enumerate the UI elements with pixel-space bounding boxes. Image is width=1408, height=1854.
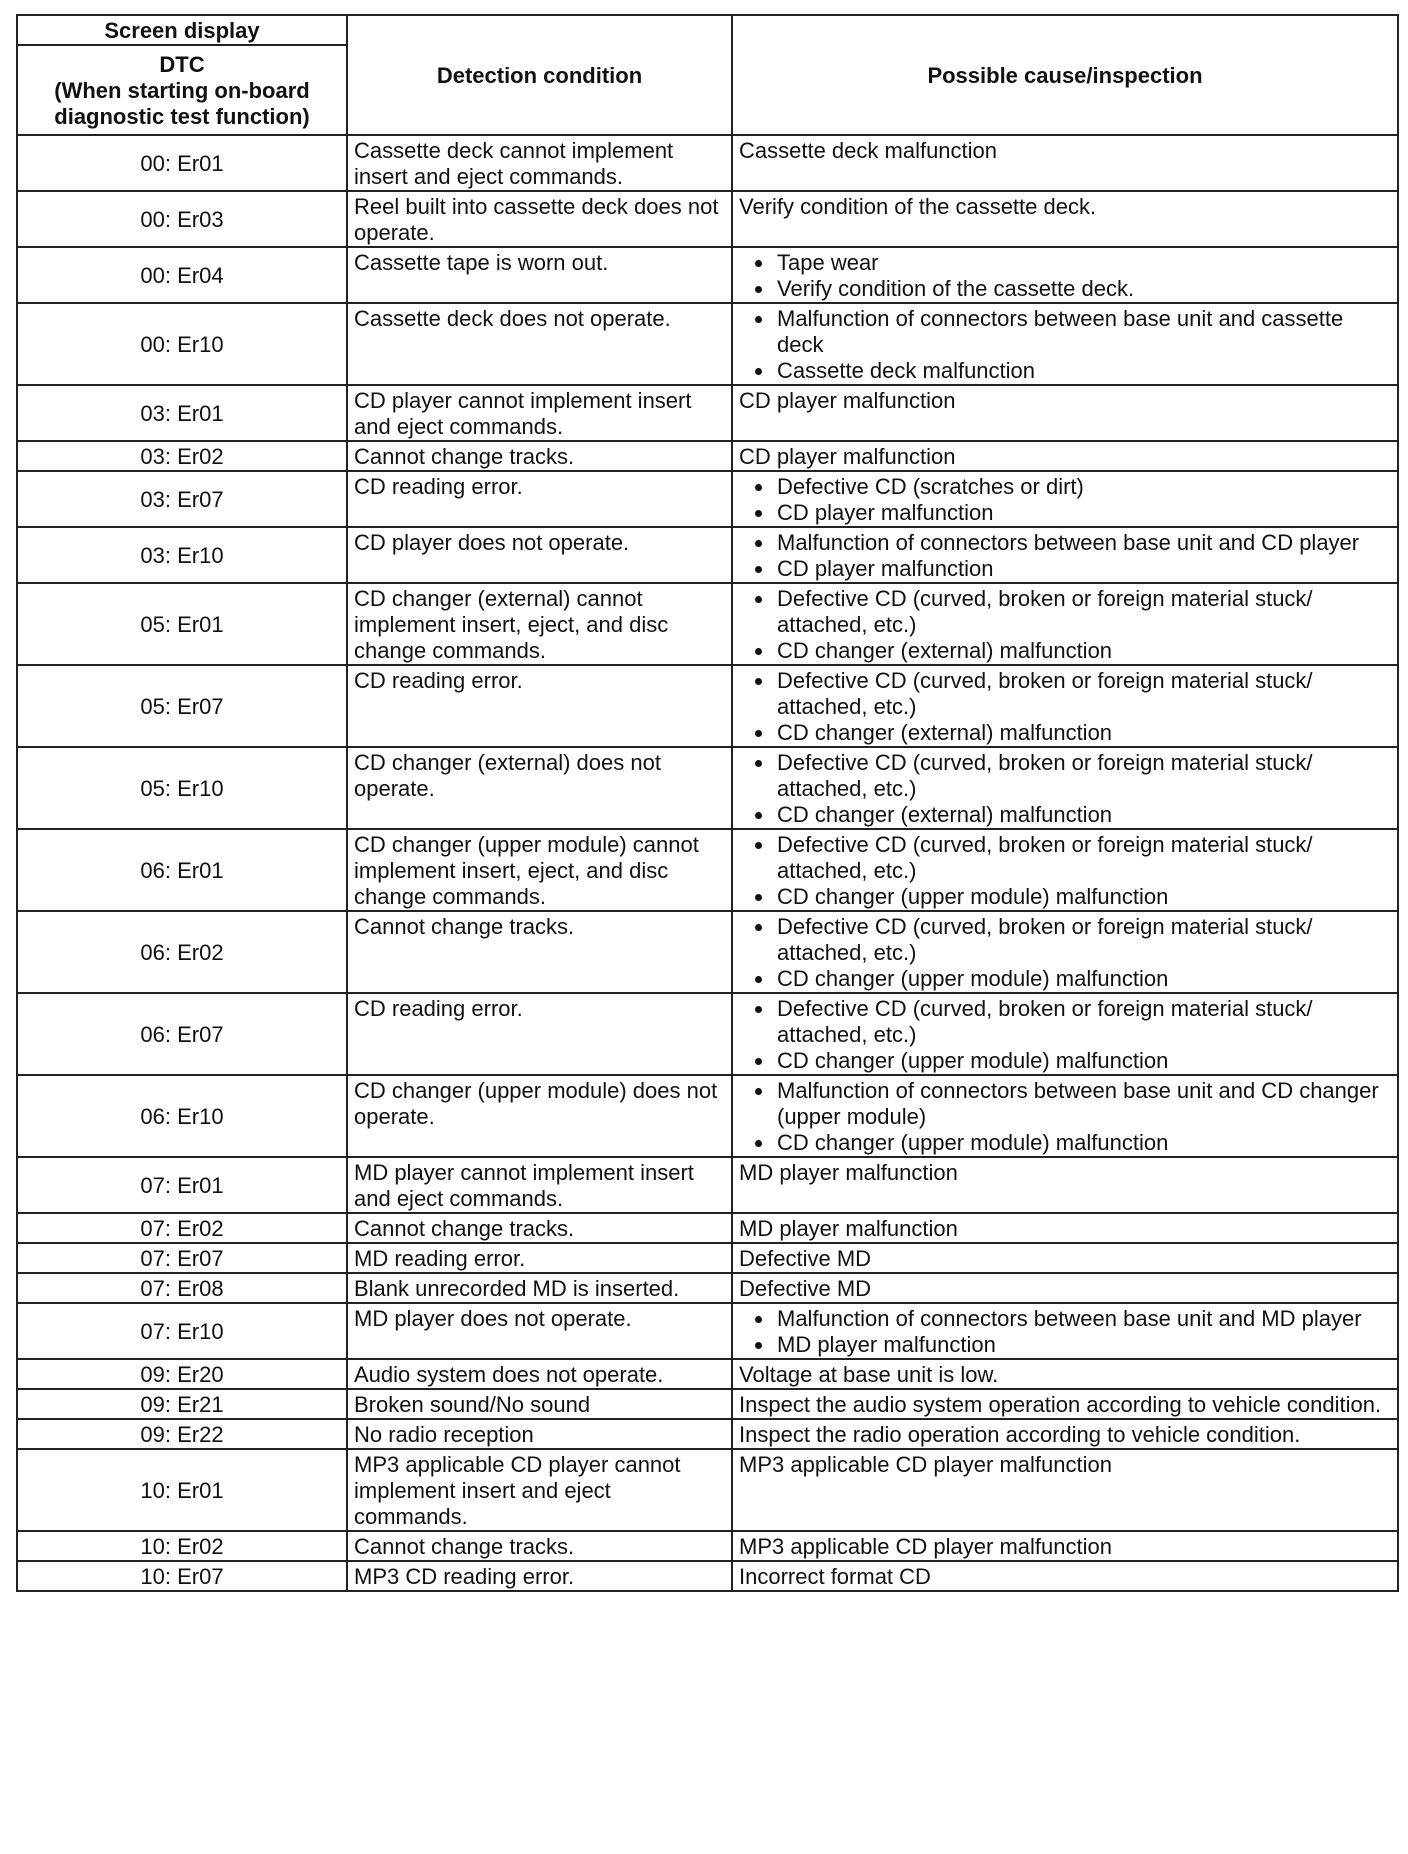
detection-condition-cell: MD player cannot implement insert and eject commands. bbox=[347, 1157, 732, 1213]
cause-bullet-item: • Defective CD (curved, broken or foreign material stuck/ attached, etc.) bbox=[775, 914, 1391, 966]
detection-condition-cell: MP3 applicable CD player cannot implement insert and eject commands. bbox=[347, 1449, 732, 1531]
detection-condition-cell: Cannot change tracks. bbox=[347, 911, 732, 993]
cause-bullet-list bbox=[739, 250, 1391, 302]
possible-cause-cell bbox=[732, 1273, 1398, 1303]
possible-cause-cell bbox=[732, 1449, 1398, 1531]
cause-bullet-item: • Defective CD (curved, broken or foreign material stuck/ attached, etc.) bbox=[775, 832, 1391, 884]
dtc-cell: 00: Er01 bbox=[17, 135, 347, 191]
possible-cause-cell bbox=[732, 527, 1398, 583]
table-row bbox=[17, 441, 1398, 471]
cause-text: MD player malfunction bbox=[739, 1160, 958, 1185]
cause-text: Inspect the radio operation according to vehicle condition. bbox=[739, 1422, 1301, 1447]
table-header bbox=[17, 15, 1398, 135]
table-row bbox=[17, 191, 1398, 247]
cause-bullet-item: • CD changer (upper module) malfunction bbox=[775, 1048, 1391, 1074]
cause-bullet-item: • Defective CD (curved, broken or foreign material stuck/ attached, etc.) bbox=[775, 996, 1391, 1048]
possible-cause-cell bbox=[732, 1561, 1398, 1591]
cause-text: Defective MD bbox=[739, 1246, 872, 1271]
possible-cause-cell bbox=[732, 471, 1398, 527]
detection-condition-cell: Broken sound/No sound bbox=[347, 1389, 732, 1419]
dtc-cell: 07: Er10 bbox=[17, 1303, 347, 1359]
cause-bullet-item: • Verify condition of the cassette deck. bbox=[775, 276, 1391, 302]
cause-text: Inspect the audio system operation according to vehicle condition. bbox=[739, 1392, 1382, 1417]
dtc-cell: 09: Er21 bbox=[17, 1389, 347, 1419]
possible-cause-cell bbox=[732, 385, 1398, 441]
cause-text: MP3 applicable CD player malfunction bbox=[739, 1452, 1112, 1477]
possible-cause-cell bbox=[732, 1303, 1398, 1359]
possible-cause-cell bbox=[732, 911, 1398, 993]
possible-cause-cell bbox=[732, 1531, 1398, 1561]
dtc-cell: 09: Er20 bbox=[17, 1359, 347, 1389]
cause-bullet-list bbox=[739, 530, 1391, 582]
dtc-cell: 05: Er10 bbox=[17, 747, 347, 829]
table-row bbox=[17, 1303, 1398, 1359]
table-row bbox=[17, 911, 1398, 993]
cause-bullet-item: • CD changer (external) malfunction bbox=[775, 638, 1391, 664]
cause-bullet-list bbox=[739, 996, 1391, 1074]
possible-cause-cell bbox=[732, 583, 1398, 665]
table-row bbox=[17, 747, 1398, 829]
detection-condition-cell: MP3 CD reading error. bbox=[347, 1561, 732, 1591]
table-row bbox=[17, 1531, 1398, 1561]
dtc-cell: 09: Er22 bbox=[17, 1419, 347, 1449]
dtc-cell: 03: Er02 bbox=[17, 441, 347, 471]
dtc-cell: 06: Er07 bbox=[17, 993, 347, 1075]
dtc-cell: 10: Er02 bbox=[17, 1531, 347, 1561]
cause-bullet-list bbox=[739, 914, 1391, 992]
cause-bullet-item: • Cassette deck malfunction bbox=[775, 358, 1391, 384]
cause-bullet-list bbox=[739, 586, 1391, 664]
table-row bbox=[17, 1075, 1398, 1157]
detection-condition-cell: No radio reception bbox=[347, 1419, 732, 1449]
cause-bullet-list bbox=[739, 668, 1391, 746]
cause-bullet-item: • CD changer (external) malfunction bbox=[775, 802, 1391, 828]
detection-condition-cell: Cannot change tracks. bbox=[347, 441, 732, 471]
cause-bullet-item: • Malfunction of connectors between base unit and cassette deck bbox=[775, 306, 1391, 358]
detection-condition-cell: CD reading error. bbox=[347, 665, 732, 747]
detection-condition-cell: CD changer (upper module) does not operate. bbox=[347, 1075, 732, 1157]
detection-condition-cell: CD changer (external) does not operate. bbox=[347, 747, 732, 829]
cause-bullet-list bbox=[739, 832, 1391, 910]
detection-condition-cell: Audio system does not operate. bbox=[347, 1359, 732, 1389]
detection-condition-cell: CD reading error. bbox=[347, 471, 732, 527]
cause-bullet-item: • CD changer (upper module) malfunction bbox=[775, 884, 1391, 910]
table-row bbox=[17, 583, 1398, 665]
cause-bullet-item: • CD player malfunction bbox=[775, 556, 1391, 582]
possible-cause-cell bbox=[732, 191, 1398, 247]
cause-text: Cassette deck malfunction bbox=[739, 138, 998, 163]
dtc-cell: 07: Er01 bbox=[17, 1157, 347, 1213]
header-possible-cause: Possible cause/inspection bbox=[732, 15, 1398, 135]
dtc-cell: 00: Er10 bbox=[17, 303, 347, 385]
cause-bullet-item: • Tape wear bbox=[775, 250, 1391, 276]
possible-cause-cell bbox=[732, 1243, 1398, 1273]
possible-cause-cell bbox=[732, 303, 1398, 385]
cause-bullet-item: • Malfunction of connectors between base unit and CD changer (upper module) bbox=[775, 1078, 1391, 1130]
possible-cause-cell bbox=[732, 1359, 1398, 1389]
dtc-cell: 00: Er04 bbox=[17, 247, 347, 303]
detection-condition-cell: CD player cannot implement insert and eject commands. bbox=[347, 385, 732, 441]
cause-bullet-list bbox=[739, 750, 1391, 828]
cause-bullet-item: • CD changer (upper module) malfunction bbox=[775, 1130, 1391, 1156]
table-row bbox=[17, 1419, 1398, 1449]
cause-text: Verify condition of the cassette deck. bbox=[739, 194, 1097, 219]
possible-cause-cell bbox=[732, 135, 1398, 191]
cause-text: MD player malfunction bbox=[739, 1216, 958, 1241]
dtc-cell: 06: Er10 bbox=[17, 1075, 347, 1157]
table-body bbox=[17, 135, 1398, 1591]
cause-bullet-list bbox=[739, 474, 1391, 526]
detection-condition-cell: MD reading error. bbox=[347, 1243, 732, 1273]
detection-condition-cell: CD changer (upper module) cannot implement insert, eject, and disc change commands. bbox=[347, 829, 732, 911]
detection-condition-cell: Cannot change tracks. bbox=[347, 1531, 732, 1561]
table-row bbox=[17, 135, 1398, 191]
header-detection-condition: Detection condition bbox=[347, 15, 732, 135]
possible-cause-cell bbox=[732, 1419, 1398, 1449]
dtc-cell: 07: Er02 bbox=[17, 1213, 347, 1243]
dtc-cell: 00: Er03 bbox=[17, 191, 347, 247]
possible-cause-cell bbox=[732, 747, 1398, 829]
cause-text: Defective MD bbox=[739, 1276, 872, 1301]
dtc-cell: 03: Er01 bbox=[17, 385, 347, 441]
cause-bullet-list bbox=[739, 1078, 1391, 1156]
table-row bbox=[17, 1273, 1398, 1303]
table-row bbox=[17, 527, 1398, 583]
table-row bbox=[17, 1243, 1398, 1273]
table-row bbox=[17, 1359, 1398, 1389]
possible-cause-cell bbox=[732, 829, 1398, 911]
possible-cause-cell bbox=[732, 993, 1398, 1075]
detection-condition-cell: Cassette deck cannot implement insert and eject commands. bbox=[347, 135, 732, 191]
table-row bbox=[17, 1449, 1398, 1531]
dtc-cell: 07: Er08 bbox=[17, 1273, 347, 1303]
cause-bullet-item: • Defective CD (curved, broken or foreign material stuck/ attached, etc.) bbox=[775, 750, 1391, 802]
cause-text: Voltage at base unit is low. bbox=[739, 1362, 999, 1387]
table-row bbox=[17, 829, 1398, 911]
cause-bullet-item: • CD changer (external) malfunction bbox=[775, 720, 1391, 746]
header-screen-display: Screen display bbox=[17, 15, 347, 45]
possible-cause-cell bbox=[732, 1157, 1398, 1213]
possible-cause-cell bbox=[732, 441, 1398, 471]
dtc-cell: 05: Er07 bbox=[17, 665, 347, 747]
dtc-cell: 10: Er07 bbox=[17, 1561, 347, 1591]
cause-text: CD player malfunction bbox=[739, 388, 956, 413]
table-row bbox=[17, 993, 1398, 1075]
dtc-cell: 05: Er01 bbox=[17, 583, 347, 665]
table-row bbox=[17, 1213, 1398, 1243]
table-row bbox=[17, 665, 1398, 747]
cause-bullet-item: • CD player malfunction bbox=[775, 500, 1391, 526]
table-row bbox=[17, 1157, 1398, 1213]
table-row bbox=[17, 1389, 1398, 1419]
dtc-cell: 07: Er07 bbox=[17, 1243, 347, 1273]
table-row bbox=[17, 1561, 1398, 1591]
possible-cause-cell bbox=[732, 665, 1398, 747]
dtc-cell: 03: Er07 bbox=[17, 471, 347, 527]
cause-bullet-item: • Defective CD (scratches or dirt) bbox=[775, 474, 1391, 500]
cause-bullet-item: • Defective CD (curved, broken or foreign material stuck/ attached, etc.) bbox=[775, 668, 1391, 720]
cause-text: Incorrect format CD bbox=[739, 1564, 931, 1589]
cause-bullet-item: • CD changer (upper module) malfunction bbox=[775, 966, 1391, 992]
dtc-cell: 10: Er01 bbox=[17, 1449, 347, 1531]
detection-condition-cell: Cassette deck does not operate. bbox=[347, 303, 732, 385]
cause-bullet-item: • MD player malfunction bbox=[775, 1332, 1391, 1358]
detection-condition-cell: Cassette tape is worn out. bbox=[347, 247, 732, 303]
cause-bullet-list bbox=[739, 306, 1391, 384]
dtc-table bbox=[16, 14, 1399, 1592]
cause-bullet-item: • Malfunction of connectors between base unit and CD player bbox=[775, 530, 1391, 556]
possible-cause-cell bbox=[732, 1075, 1398, 1157]
cause-bullet-list bbox=[739, 1306, 1391, 1358]
cause-text: CD player malfunction bbox=[739, 444, 956, 469]
cause-bullet-item: • Defective CD (curved, broken or foreign material stuck/ attached, etc.) bbox=[775, 586, 1391, 638]
detection-condition-cell: CD player does not operate. bbox=[347, 527, 732, 583]
detection-condition-cell: CD changer (external) cannot implement insert, eject, and disc change commands. bbox=[347, 583, 732, 665]
possible-cause-cell bbox=[732, 1389, 1398, 1419]
possible-cause-cell bbox=[732, 247, 1398, 303]
dtc-cell: 06: Er02 bbox=[17, 911, 347, 993]
table-row bbox=[17, 303, 1398, 385]
detection-condition-cell: Blank unrecorded MD is inserted. bbox=[347, 1273, 732, 1303]
cause-text: MP3 applicable CD player malfunction bbox=[739, 1534, 1112, 1559]
detection-condition-cell: Cannot change tracks. bbox=[347, 1213, 732, 1243]
table-row bbox=[17, 385, 1398, 441]
possible-cause-cell bbox=[732, 1213, 1398, 1243]
cause-bullet-item: • Malfunction of connectors between base unit and MD player bbox=[775, 1306, 1391, 1332]
detection-condition-cell: MD player does not operate. bbox=[347, 1303, 732, 1359]
table-row bbox=[17, 471, 1398, 527]
header-row bbox=[17, 15, 1398, 45]
detection-condition-cell: CD reading error. bbox=[347, 993, 732, 1075]
table-row bbox=[17, 247, 1398, 303]
dtc-cell: 06: Er01 bbox=[17, 829, 347, 911]
dtc-cell: 03: Er10 bbox=[17, 527, 347, 583]
header-dtc: DTC (When starting on-board diagnostic test function) bbox=[17, 45, 347, 135]
detection-condition-cell: Reel built into cassette deck does not operate. bbox=[347, 191, 732, 247]
